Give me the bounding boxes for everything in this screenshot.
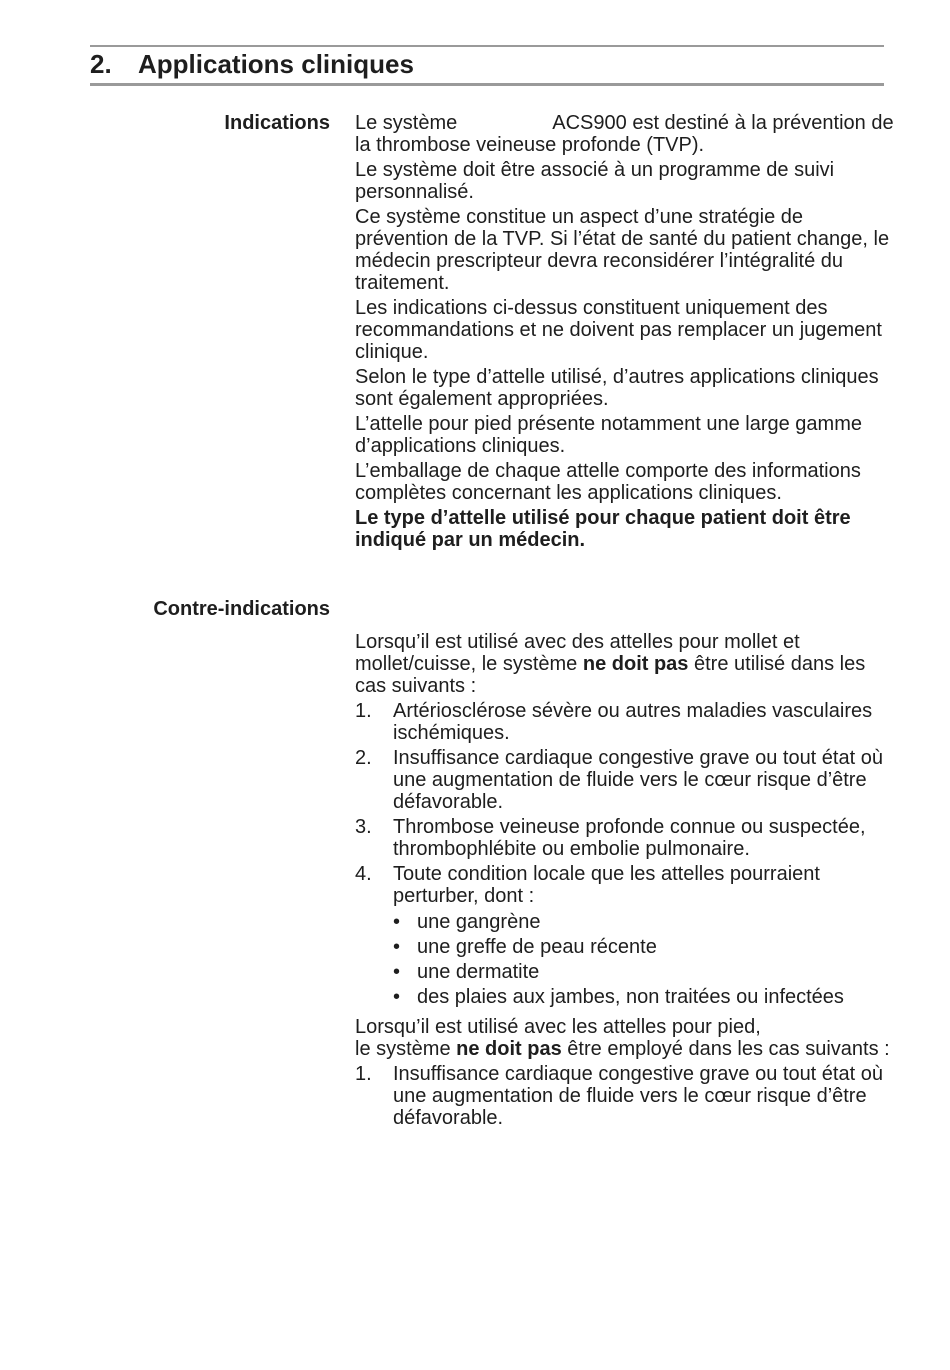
bullet-list: [393, 911, 895, 1008]
header-rule-top: [90, 45, 884, 47]
bullet-item: • une dermatite: [393, 961, 540, 983]
list-item: 4. Toute condition locale que les attelles pourraient perturber, dont : • une gangrène • une greffe de peau récente • une dermatite • des plaies aux jambes, non traitées ou infectées: [355, 863, 895, 1008]
contre-list-2: [355, 1063, 895, 1129]
indications-paragraph-1: Le système ACS900 est destiné à la prévention de la thrombose veineuse profonde (TVP).: [355, 112, 894, 156]
header-rule-bottom: [90, 83, 884, 86]
bullet-icon: •: [393, 961, 401, 983]
list-item: 3. Thrombose veineuse profonde connue ou suspectée, thrombophlébite ou embolie pulmonaire.: [355, 816, 866, 860]
bullet-icon: •: [393, 911, 401, 933]
section-number: 2.: [90, 49, 112, 79]
contre-intro-2: Lorsqu’il est utilisé avec les attelles pour pied, le système ne doit pas être employé dans les cas suivants :: [355, 1016, 890, 1060]
list-item: 1. Artériosclérose sévère ou autres maladies vasculaires ischémiques.: [355, 700, 873, 744]
list-item: 1. Insuffisance cardiaque congestive grave ou tout état où une augmentation de fluide vers le cœur risque d’être défavorable.: [355, 1063, 883, 1129]
indications-paragraph-5: Selon le type d’attelle utilisé, d’autres applications cliniques sont également appropriées.: [355, 366, 879, 410]
list-item: 2. Insuffisance cardiaque congestive grave ou tout état où une augmentation de fluide vers le cœur risque d’être défavorable.: [355, 747, 883, 813]
indications-paragraph-4: Les indications ci-dessus constituent uniquement des recommandations et ne doivent pas remplacer un jugement clinique.: [355, 297, 882, 363]
indications-paragraph-6: L’attelle pour pied présente notamment une large gamme d’applications cliniques.: [355, 413, 862, 457]
contre-intro-1: Lorsqu’il est utilisé avec des attelles pour mollet et mollet/cuisse, le système ne doit pas être utilisé dans les cas suivants :: [355, 631, 866, 697]
indications-body: [355, 112, 895, 554]
contre-list-1: [355, 700, 895, 1008]
bullet-icon: •: [393, 936, 401, 958]
bullet-item: • des plaies aux jambes, non traitées ou infectées: [393, 986, 844, 1008]
indications-paragraph-7: L’emballage de chaque attelle comporte des informations complètes concernant les applications cliniques.: [355, 460, 861, 504]
indications-label: Indications: [224, 112, 330, 134]
indications-paragraph-3: Ce système constitue un aspect d’une stratégie de prévention de la TVP. Si l’état de santé du patient change, le médecin prescripteur devra reconsidérer l’intégralité du traitement.: [355, 206, 890, 294]
indications-paragraph-2: Le système doit être associé à un programme de suivi personnalisé.: [355, 159, 835, 203]
bullet-icon: •: [393, 986, 401, 1008]
bullet-item: • une gangrène: [393, 911, 541, 933]
section-heading: [90, 49, 414, 79]
indications-warning: Le type d’attelle utilisé pour chaque patient doit être indiqué par un médecin.: [355, 507, 851, 551]
contre-indications-body: [355, 631, 895, 1137]
contre-indications-label: Contre-indications: [153, 598, 330, 620]
bullet-item: • une greffe de peau récente: [393, 936, 657, 958]
section-title: Applications cliniques: [138, 49, 414, 79]
